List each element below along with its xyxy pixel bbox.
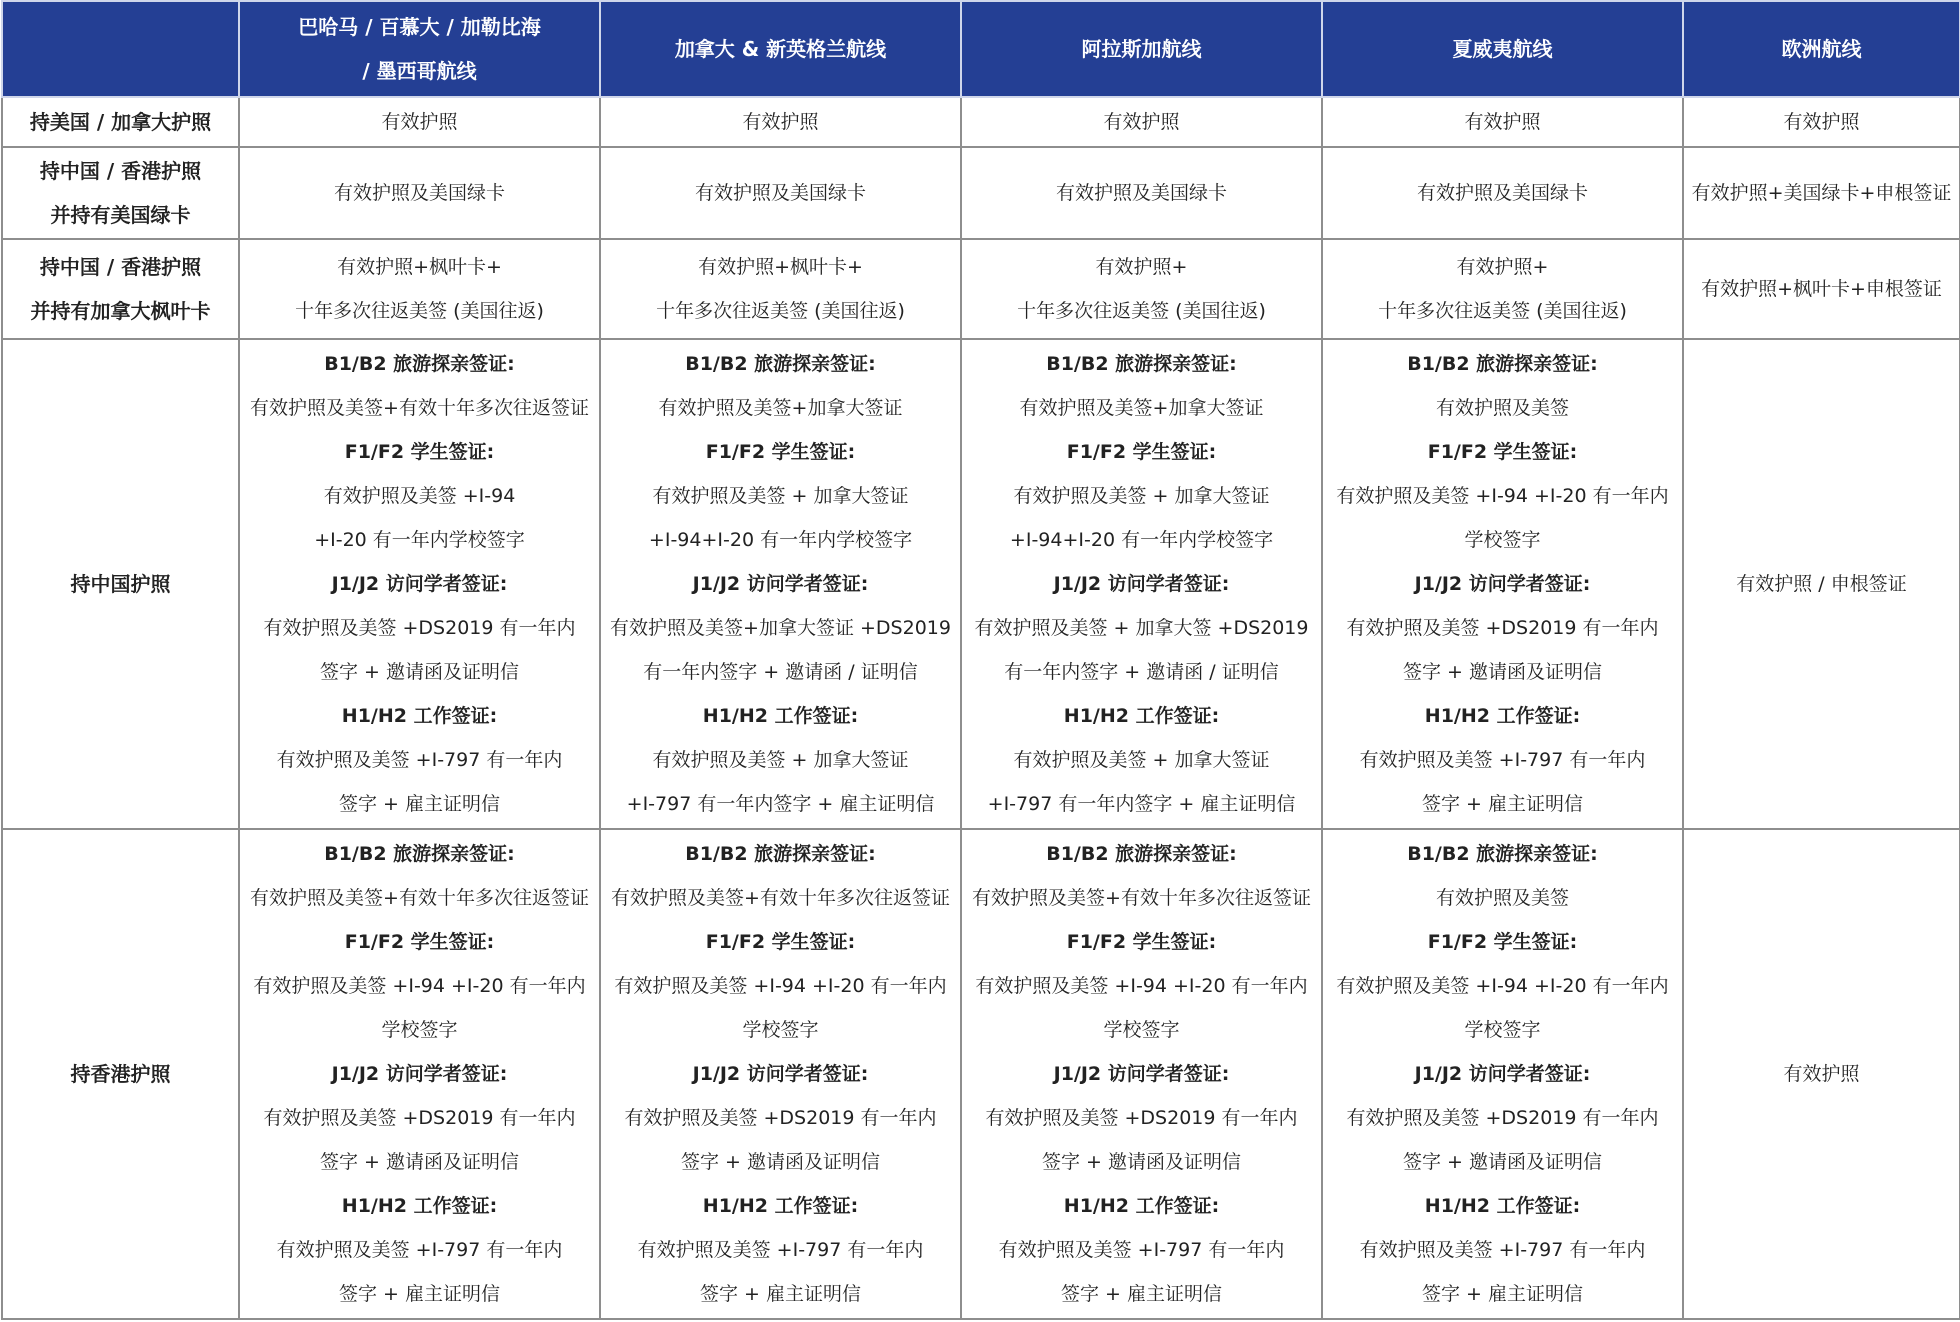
visa-type-heading: J1/J2 访问学者签证: [1053, 573, 1230, 595]
requirement-line: 有效护照及美签 +I-94 +I-20 有一年内 [975, 975, 1308, 997]
visa-type-heading: J1/J2 访问学者签证: [1053, 1063, 1230, 1085]
visa-type-heading: J1/J2 访问学者签证: [1414, 1063, 1591, 1085]
requirement-line: 十年多次往返美签 (美国往返) [1378, 300, 1627, 322]
table-cell [1322, 339, 1683, 829]
requirement-line: 学校签字 [1464, 529, 1541, 551]
table-cell [961, 339, 1322, 829]
row-header-cell [2, 339, 239, 829]
requirement-line: 有效护照及美签+加拿大签证 [658, 397, 903, 419]
visa-type-heading: H1/H2 工作签证: [1063, 1195, 1220, 1217]
table-cell [961, 147, 1322, 239]
visa-requirements-table [1, 0, 1960, 1320]
requirement-line: 有一年内签字 + 邀请函 / 证明信 [1004, 661, 1279, 683]
requirement-line: 有效护照及美国绿卡 [1416, 182, 1588, 204]
header-row [2, 1, 1960, 97]
requirement-line: 十年多次往返美签 (美国往返) [295, 300, 544, 322]
requirement-line: 有效护照+枫叶卡+ [698, 256, 863, 278]
requirement-line: 签字 + 邀请函及证明信 [320, 1151, 519, 1173]
table-body [2, 97, 1960, 1319]
requirement-line: 有效护照及美签 +I-797 有一年内 [998, 1239, 1285, 1261]
table-cell [600, 239, 961, 339]
visa-type-heading: B1/B2 旅游探亲签证: [324, 843, 515, 865]
visa-type-heading: F1/F2 学生签证: [705, 931, 856, 953]
visa-type-heading: H1/H2 工作签证: [1424, 705, 1581, 727]
requirement-line: 签字 + 雇主证明信 [339, 1283, 500, 1305]
table-row [2, 147, 1960, 239]
visa-type-heading: H1/H2 工作签证: [702, 705, 859, 727]
requirement-line: +I-20 有一年内学校签字 [314, 529, 525, 551]
row-header-cell [2, 239, 239, 339]
visa-type-heading: B1/B2 旅游探亲签证: [685, 843, 876, 865]
table-cell [239, 829, 600, 1319]
requirement-line: 签字 + 邀请函及证明信 [1403, 1151, 1602, 1173]
table-cell [239, 339, 600, 829]
table-cell [239, 97, 600, 147]
requirement-line: 十年多次往返美签 (美国往返) [656, 300, 905, 322]
visa-type-heading: F1/F2 学生签证: [1066, 441, 1217, 463]
row-header-cell [2, 147, 239, 239]
table-cell [961, 239, 1322, 339]
requirement-line: 有效护照及美签 + 加拿大签证 [652, 485, 909, 507]
requirement-line: 签字 + 雇主证明信 [1061, 1283, 1222, 1305]
requirement-line: 有效护照及美签+有效十年多次往返签证 [972, 887, 1311, 909]
requirement-line: 签字 + 邀请函及证明信 [681, 1151, 880, 1173]
requirement-line: 有效护照及美签 +I-94 +I-20 有一年内 [253, 975, 586, 997]
header-label-line: / 墨西哥航线 [362, 59, 477, 83]
table-row [2, 239, 1960, 339]
requirement-line: 签字 + 雇主证明信 [700, 1283, 861, 1305]
requirement-line: 学校签字 [1103, 1019, 1180, 1041]
row-header-cell [2, 829, 239, 1319]
table-row [2, 97, 1960, 147]
header-label-line: 加拿大 & 新英格兰航线 [674, 37, 887, 61]
table-row [2, 829, 1960, 1319]
header-cell-route [1683, 1, 1960, 97]
header-cell-route [1322, 1, 1683, 97]
requirement-line: 有效护照及美签 +I-797 有一年内 [637, 1239, 924, 1261]
requirement-line: +I-797 有一年内签字 + 雇主证明信 [987, 793, 1296, 815]
visa-type-heading: H1/H2 工作签证: [1063, 705, 1220, 727]
table-cell [1322, 829, 1683, 1319]
requirement-line: 有效护照及美签+加拿大签证 +DS2019 [610, 617, 951, 639]
row-header-line: 持中国 / 香港护照 [39, 159, 202, 183]
visa-type-heading: H1/H2 工作签证: [1424, 1195, 1581, 1217]
visa-type-heading: B1/B2 旅游探亲签证: [1046, 353, 1237, 375]
requirement-line: 有效护照+ [1456, 256, 1549, 278]
requirement-line: 有效护照及美签+有效十年多次往返签证 [611, 887, 950, 909]
requirement-line: 有效护照及美签 +I-94 +I-20 有一年内 [614, 975, 947, 997]
table-cell [600, 339, 961, 829]
requirement-line: 签字 + 邀请函及证明信 [1042, 1151, 1241, 1173]
requirement-line: 有效护照及美签 +DS2019 有一年内 [624, 1107, 937, 1129]
requirement-line: 有效护照+ [1095, 256, 1188, 278]
visa-type-heading: F1/F2 学生签证: [1427, 931, 1578, 953]
requirement-line: 十年多次往返美签 (美国往返) [1017, 300, 1266, 322]
requirement-line: 有效护照及美签+加拿大签证 [1019, 397, 1264, 419]
header-label-line: 夏威夷航线 [1452, 37, 1553, 61]
table-cell [600, 829, 961, 1319]
visa-type-heading: F1/F2 学生签证: [344, 441, 495, 463]
requirement-line: 有效护照 [1464, 111, 1541, 133]
visa-type-heading: F1/F2 学生签证: [344, 931, 495, 953]
table-cell [1683, 339, 1960, 829]
table-cell [961, 829, 1322, 1319]
table-cell [600, 97, 961, 147]
requirement-line: 有效护照及美国绿卡 [694, 182, 866, 204]
table-cell [1322, 239, 1683, 339]
visa-type-heading: J1/J2 访问学者签证: [1414, 573, 1591, 595]
table-cell [1683, 239, 1960, 339]
requirement-line: 有效护照及美签 +DS2019 有一年内 [1346, 617, 1659, 639]
requirement-line: 有效护照及美签 + 加拿大签 +DS2019 [974, 617, 1309, 639]
requirement-line: 签字 + 雇主证明信 [1422, 793, 1583, 815]
visa-type-heading: J1/J2 访问学者签证: [331, 1063, 508, 1085]
requirement-line: 有效护照及美签 +DS2019 有一年内 [263, 1107, 576, 1129]
requirement-line: 有效护照及美签 [1435, 397, 1569, 419]
requirement-line: +I-94+I-20 有一年内学校签字 [648, 529, 913, 551]
header-label-line: 欧洲航线 [1781, 37, 1862, 61]
visa-type-heading: H1/H2 工作签证: [341, 1195, 498, 1217]
table-cell [1322, 97, 1683, 147]
requirement-line: 有一年内签字 + 邀请函 / 证明信 [643, 661, 918, 683]
visa-type-heading: B1/B2 旅游探亲签证: [324, 353, 515, 375]
header-cell-route [239, 1, 600, 97]
row-header-line: 持香港护照 [70, 1062, 171, 1086]
row-header-line: 持中国护照 [70, 572, 171, 596]
requirement-line: 有效护照及美签+有效十年多次往返签证 [250, 887, 589, 909]
requirement-line: 签字 + 邀请函及证明信 [1403, 661, 1602, 683]
table-cell [1683, 829, 1960, 1319]
requirement-line: 有效护照及美签 +I-797 有一年内 [1359, 1239, 1646, 1261]
requirement-line: 签字 + 雇主证明信 [1422, 1283, 1583, 1305]
requirement-line: +I-797 有一年内签字 + 雇主证明信 [626, 793, 935, 815]
requirement-line: 有效护照+枫叶卡+ [337, 256, 502, 278]
visa-type-heading: J1/J2 访问学者签证: [692, 573, 869, 595]
visa-type-heading: F1/F2 学生签证: [1066, 931, 1217, 953]
visa-type-heading: F1/F2 学生签证: [1427, 441, 1578, 463]
requirement-line: +I-94+I-20 有一年内学校签字 [1009, 529, 1274, 551]
visa-type-heading: B1/B2 旅游探亲签证: [1407, 843, 1598, 865]
requirement-line: 签字 + 雇主证明信 [339, 793, 500, 815]
table-cell [239, 147, 600, 239]
requirement-line: 有效护照 [1783, 111, 1860, 133]
requirement-line: 有效护照及美签 +I-797 有一年内 [276, 1239, 563, 1261]
requirement-line: 有效护照及美国绿卡 [333, 182, 505, 204]
requirement-line: 有效护照及美签 +DS2019 有一年内 [263, 617, 576, 639]
table-cell [239, 239, 600, 339]
requirement-line: 有效护照 [1783, 1063, 1860, 1085]
visa-type-heading: B1/B2 旅游探亲签证: [1407, 353, 1598, 375]
requirement-line: 有效护照及美签 +I-94 +I-20 有一年内 [1336, 485, 1669, 507]
requirement-line: 有效护照及美签 +DS2019 有一年内 [1346, 1107, 1659, 1129]
row-header-line: 持美国 / 加拿大护照 [29, 110, 212, 134]
requirement-line: 有效护照及美签+有效十年多次往返签证 [250, 397, 589, 419]
table-cell [1683, 97, 1960, 147]
table-cell [1683, 147, 1960, 239]
requirement-line: 有效护照及美签 + 加拿大签证 [1013, 485, 1270, 507]
visa-type-heading: F1/F2 学生签证: [705, 441, 856, 463]
requirement-line: 有效护照及美签 +I-94 [323, 485, 516, 507]
visa-type-heading: H1/H2 工作签证: [341, 705, 498, 727]
row-header-line: 持中国 / 香港护照 [39, 255, 202, 279]
row-header-cell [2, 97, 239, 147]
requirement-line: 签字 + 邀请函及证明信 [320, 661, 519, 683]
requirement-line: 有效护照及美国绿卡 [1055, 182, 1227, 204]
header-cell-route [961, 1, 1322, 97]
requirement-line: 有效护照 [742, 111, 819, 133]
requirement-line: 有效护照及美签 +I-797 有一年内 [276, 749, 563, 771]
requirement-line: 学校签字 [381, 1019, 458, 1041]
requirement-line: 有效护照 [1103, 111, 1180, 133]
requirement-line: 有效护照及美签 +DS2019 有一年内 [985, 1107, 1298, 1129]
requirement-line: 有效护照 / 申根签证 [1736, 573, 1907, 595]
visa-type-heading: J1/J2 访问学者签证: [692, 1063, 869, 1085]
header-label-line: 巴哈马 / 百慕大 / 加勒比海 [298, 15, 541, 39]
table-row [2, 339, 1960, 829]
requirement-line: 有效护照+枫叶卡+申根签证 [1701, 278, 1942, 300]
requirement-line: 有效护照 [381, 111, 458, 133]
requirement-line: 有效护照及美签 + 加拿大签证 [1013, 749, 1270, 771]
table-cell [961, 97, 1322, 147]
requirement-line: 学校签字 [742, 1019, 819, 1041]
table-cell [600, 147, 961, 239]
visa-type-heading: J1/J2 访问学者签证: [331, 573, 508, 595]
requirement-line: 有效护照及美签 +I-797 有一年内 [1359, 749, 1646, 771]
requirement-line: 学校签字 [1464, 1019, 1541, 1041]
requirement-line: 有效护照及美签 + 加拿大签证 [652, 749, 909, 771]
requirement-line: 有效护照及美签 [1435, 887, 1569, 909]
requirement-line: 有效护照+美国绿卡+申根签证 [1691, 182, 1952, 204]
header-corner-cell [2, 1, 239, 97]
header-cell-route [600, 1, 961, 97]
visa-type-heading: B1/B2 旅游探亲签证: [685, 353, 876, 375]
table-cell [1322, 147, 1683, 239]
requirement-line: 有效护照及美签 +I-94 +I-20 有一年内 [1336, 975, 1669, 997]
row-header-line: 并持有加拿大枫叶卡 [30, 299, 211, 323]
row-header-line: 并持有美国绿卡 [50, 203, 191, 227]
visa-type-heading: B1/B2 旅游探亲签证: [1046, 843, 1237, 865]
header-label-line: 阿拉斯加航线 [1081, 37, 1202, 61]
visa-type-heading: H1/H2 工作签证: [702, 1195, 859, 1217]
